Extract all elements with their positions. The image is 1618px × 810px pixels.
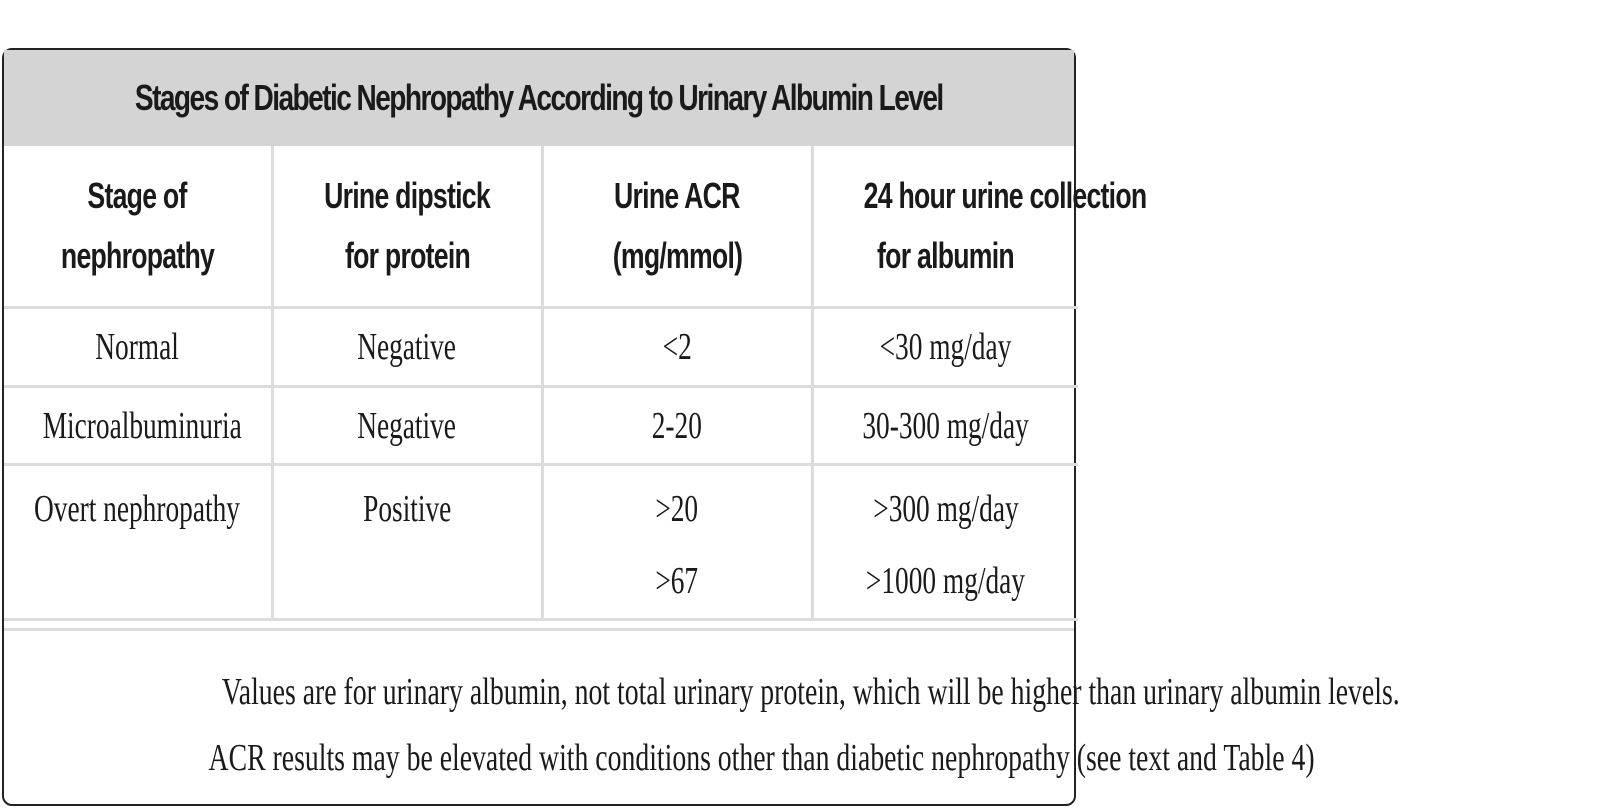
cell-stage [4, 387, 272, 465]
header-stage-line1: Stage of [87, 175, 187, 216]
footnote-text: ACR results may be elevated with conditions other than diabetic nephropathy (see text and Table 4) [208, 737, 1315, 779]
table-row [4, 387, 1078, 465]
stage-value: Normal [95, 326, 180, 368]
header-dipstick [272, 146, 542, 308]
header-collection-line2: for albumin [877, 235, 1015, 276]
cell-collection [812, 387, 1078, 465]
header-row [4, 146, 1078, 308]
footnote-line [4, 659, 1400, 725]
header-dipstick-line2: for protein [344, 235, 470, 276]
header-stage-line2: nephropathy [60, 235, 214, 276]
header-collection-line1: 24 hour urine collection [863, 175, 1146, 216]
cell-acr [542, 308, 812, 387]
collection-value: <30 mg/day [879, 326, 1012, 368]
header-stage [4, 146, 272, 308]
table-card [2, 48, 1400, 806]
nephropathy-table [4, 146, 1146, 621]
stage-value: Overt nephropathy [34, 488, 241, 530]
acr-value: <2 [662, 326, 692, 368]
footnote-text: Values are for urinary albumin, not total urinary protein, which will be higher than urinary albumin levels. [221, 671, 1400, 713]
header-dipstick-line1: Urine dipstick [324, 175, 490, 216]
acr-value-secondary: >67 [655, 560, 699, 602]
table-row [4, 465, 1078, 620]
footnote-line [4, 725, 1315, 791]
cell-acr [542, 465, 812, 620]
cell-stage [4, 308, 272, 387]
header-acr-line1: Urine ACR [614, 175, 740, 216]
stage-value: Microalbuminuria [42, 404, 242, 447]
cell-acr [542, 387, 812, 465]
table-title [4, 50, 1074, 146]
cell-dipstick [272, 465, 542, 620]
cell-stage [4, 465, 272, 620]
cell-dipstick [272, 308, 542, 387]
header-acr-line2: (mg/mmol) [612, 235, 742, 276]
table-row [4, 308, 1078, 387]
dipstick-value: Negative [357, 404, 457, 447]
collection-value: 30-300 mg/day [862, 404, 1029, 447]
cell-collection [812, 465, 1078, 620]
dipstick-value: Negative [357, 326, 457, 368]
table-title-text: Stages of Diabetic Nephropathy According to Urinary Albumin Level [135, 77, 943, 118]
collection-value: >300 mg/day [873, 488, 1019, 530]
table-footnotes [4, 628, 1400, 791]
dipstick-value: Positive [362, 488, 452, 530]
collection-value-secondary: >1000 mg/day [866, 560, 1026, 602]
acr-value: >20 [655, 488, 699, 530]
header-acr [542, 146, 812, 308]
cell-dipstick [272, 387, 542, 465]
cell-collection [812, 308, 1078, 387]
header-collection [812, 146, 1146, 308]
acr-value: 2-20 [651, 404, 703, 447]
